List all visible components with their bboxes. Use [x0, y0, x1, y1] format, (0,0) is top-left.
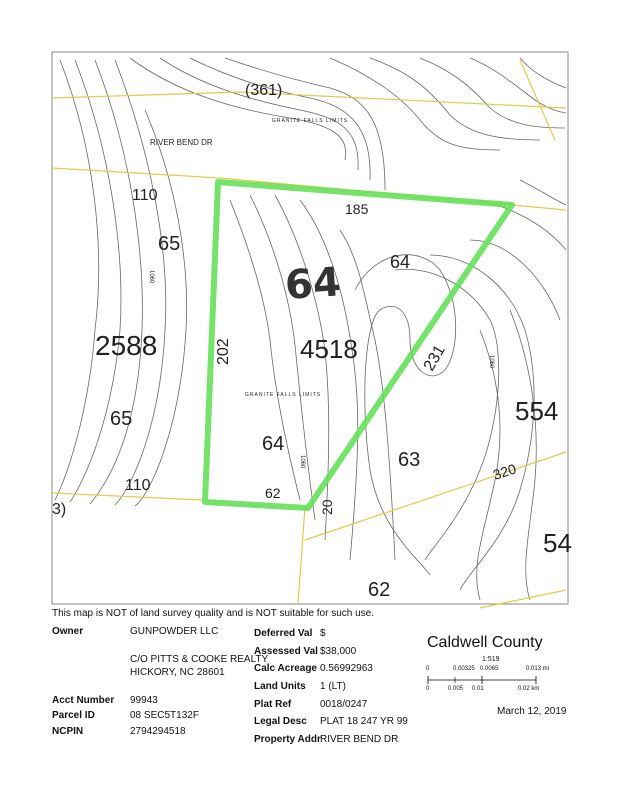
- acct-label: Acct Number: [52, 695, 115, 706]
- label-202: 202: [215, 338, 232, 365]
- road-label: RIVER BEND DR: [150, 138, 213, 147]
- label-320: 320: [490, 460, 519, 483]
- label-4518: 4518: [300, 334, 358, 364]
- contour-elevation-label-3: 1060: [488, 355, 494, 369]
- label-110b: 110: [125, 477, 151, 494]
- legal-desc-value: PLAT 18 247 YR 99: [320, 716, 408, 727]
- deferred-label: Deferred Val: [254, 628, 313, 639]
- map-frame: [52, 52, 568, 604]
- scale-km-2: 0.01: [472, 686, 484, 692]
- label-54: 54: [543, 528, 572, 558]
- label-64a: 64: [390, 252, 411, 272]
- disclaimer: This map is NOT of land survey quality and is NOT suitable for such use.: [52, 608, 374, 619]
- contour-elevation-label-2: 1060: [299, 455, 305, 469]
- label-361: (361): [245, 82, 283, 99]
- ncpin-value: 2794294518: [130, 726, 186, 737]
- label-2588: 2588: [95, 330, 158, 361]
- label-65b: 65: [110, 408, 133, 430]
- parcel-numbers: [52, 82, 572, 601]
- label-231: 231: [420, 342, 449, 374]
- plat-ref-value: 0018/0247: [320, 699, 368, 710]
- map-date: March 12, 2019: [497, 706, 567, 717]
- legal-desc-label: Legal Desc: [254, 716, 307, 727]
- owner-value: GUNPOWDER LLC: [130, 626, 219, 637]
- property-addr-label: Property Addr: [254, 734, 321, 745]
- label-20: 20: [319, 499, 335, 515]
- contour-elevation-label: 1060: [148, 270, 154, 284]
- acct-value: 99943: [130, 695, 158, 706]
- land-units-value: 1 (LT): [320, 681, 346, 692]
- plat-ref-label: Plat Ref: [254, 699, 292, 710]
- parcel-boundary: [205, 182, 512, 508]
- label-63: 63: [398, 449, 421, 471]
- scale-mi-3: 0.013 mi: [526, 666, 550, 672]
- scale-bar: [426, 674, 556, 686]
- label-3: 3): [52, 501, 67, 518]
- assessed-value: $38,000: [320, 646, 357, 657]
- scale-mi-2: 0.0065: [480, 666, 499, 672]
- parcel-id-label: Parcel ID: [52, 710, 95, 721]
- acreage-label: Calc Acreage: [254, 663, 317, 674]
- scale-mi-1: 0.00325: [453, 666, 475, 672]
- limits-label: GRANITE FALLS LIMITS: [272, 118, 349, 124]
- acreage-value: 0.56992963: [320, 663, 373, 674]
- label-110a: 110: [132, 187, 158, 204]
- label-185: 185: [345, 201, 369, 217]
- ncpin-label: NCPIN: [52, 726, 84, 737]
- scale-mi-0: 0: [426, 666, 430, 672]
- owner-label: Owner: [52, 626, 84, 637]
- label-62b: 62: [368, 579, 391, 601]
- assessed-label: Assessed Val: [254, 646, 318, 657]
- scale-ratio: 1:519: [482, 656, 500, 663]
- handwritten-parcel-number: 64: [283, 259, 343, 309]
- land-units-label: Land Units: [254, 681, 306, 692]
- label-65a: 65: [158, 233, 181, 255]
- deferred-value: $: [320, 628, 326, 639]
- owner-address-line1: C/O PITTS & COOKE REALTY: [130, 654, 269, 665]
- label-64b: 64: [262, 433, 285, 455]
- parcel-id-value: 08 SEC5T132F: [130, 710, 199, 721]
- property-addr-value: RIVER BEND DR: [320, 734, 399, 745]
- label-554: 554: [515, 396, 559, 426]
- scale-km-1: 0.005: [448, 686, 464, 692]
- county-name: Caldwell County: [427, 634, 543, 651]
- label-62a: 62: [265, 485, 281, 501]
- scale-km-0: 0: [426, 686, 430, 692]
- limits-label-2: GRANITE FALLS LIMITS: [245, 392, 322, 398]
- contour-lines: [55, 58, 566, 600]
- scale-km-3: 0.02 km: [518, 686, 540, 692]
- owner-address-line2: HICKORY, NC 28601: [130, 667, 225, 678]
